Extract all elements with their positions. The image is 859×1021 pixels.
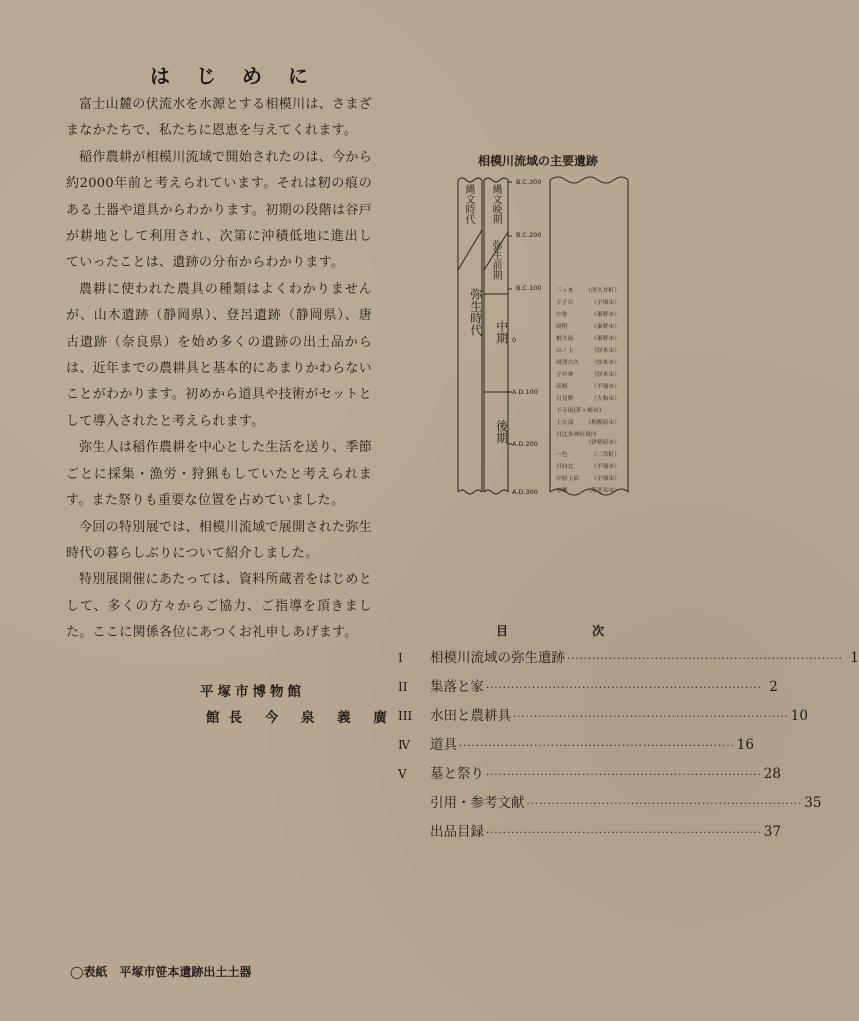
site-entry: 日向北 （平塚市） (556, 464, 620, 470)
tick-label: B.C.100 (516, 284, 542, 292)
table-of-contents (398, 646, 859, 849)
site-entry: 山ノ上 （厚木市） (556, 348, 620, 354)
intro-paragraph: 稲作農耕が相模川流域で開始されたのは、今から約2000年前と考えられています。それは籾の痕のある土器や道具からわかります。初期の段階は谷戸が耕地として利用され、次第に沖積低地に進出していったことは、遺跡の分布からわかります。 (66, 149, 372, 271)
tick-label: A.D.100 (512, 388, 538, 396)
site-entry: 一色 （二宮町） (556, 452, 620, 458)
site-entry: 月見野 （大和市） (556, 396, 620, 402)
intro-text (66, 92, 372, 647)
site-entry: 本郷 （海老名市） (556, 488, 620, 494)
toc-page: 37 (763, 824, 781, 840)
toc-title: 引用・参考文献 (430, 795, 525, 811)
toc-page: 2 (769, 679, 778, 695)
intro-paragraph: 農耕に使われた農具の種類はよくわかりませんが、山木遺跡（静岡県）、登呂遺跡（静岡県）、唐古遺跡（奈良県）を始め多くの遺跡の出土品からは、近年までの農耕具と基本的にあまりかわらないことがわかります。初めから道具や技術がセットとして導入されたと考えられます。 (66, 281, 372, 429)
site-entry: （伊勢原市） (585, 440, 620, 446)
toc-number: V (398, 767, 407, 781)
tick-label: B.C.300 (516, 178, 542, 186)
sub-yayoi-late: 後期 (494, 420, 509, 444)
toc-item (398, 733, 754, 762)
toc-number: I (398, 651, 403, 665)
museum-name: 平塚市博物館 (200, 684, 305, 700)
toc-page: 10 (790, 708, 808, 724)
toc-number: II (398, 680, 408, 694)
toc-title: 水田と農耕具 (430, 708, 511, 724)
toc-page: 1 (850, 650, 859, 666)
sub-jomon-late: 縄文晩期 (490, 184, 501, 224)
page-title: はじめに (150, 64, 334, 88)
intro-paragraph: 富士山麓の伏流水を水源とする相模川は、さまざまなかたちで、私たちに恩恵を与えてくれます。 (66, 97, 372, 139)
toc-number: III (398, 709, 413, 723)
sub-yayoi-early: 弥生前期 (490, 240, 501, 280)
site-entry: 中弥 （秦野市） (556, 312, 620, 318)
toc-number: Ⅳ (398, 738, 410, 752)
tick-label: A.D.200 (512, 440, 538, 448)
toc-leader: ·································································· (486, 828, 762, 839)
toc-page: 35 (804, 795, 822, 811)
toc-item (398, 675, 778, 704)
period-jomon: 縄文時代 (463, 184, 474, 224)
tick-label: A.D.300 (512, 488, 538, 496)
toc-leader: ·································································· (513, 712, 789, 723)
intro-paragraph: 今回の特別展では、相模川流域で展開された弥生時代の暮らしぶりについて紹介しました。 (66, 519, 372, 561)
toc-title: 相模川流域の弥生遺跡 (430, 650, 565, 666)
site-entry: 子の神 （厚木市） (556, 372, 620, 378)
chart-title: 相模川流域の主要遺跡 (478, 154, 599, 168)
site-entry: 下寺尾(茅ヶ崎市) (556, 408, 602, 414)
timeline-chart (454, 170, 634, 500)
toc-leader: ·································································· (459, 741, 735, 752)
toc-leader: ·································································· (486, 683, 762, 694)
toc-item (398, 704, 808, 733)
site-entry: 中原上宿 （平塚市） (556, 476, 620, 482)
toc-item (398, 820, 781, 849)
site-entry: 王子台 （平塚市） (556, 300, 620, 306)
toc-title: 道具 (430, 737, 457, 753)
intro-paragraph: 特別展開催にあたっては、資料所蔵者をはじめとして、多くの方々からご協力、ご指導を頂きました。ここに関係各位にあつくお礼申しあげます。 (66, 572, 372, 641)
toc-title: 墓と祭り (430, 766, 484, 782)
cover-caption: ◯表紙 平塚市笹本遺跡出土土器 (70, 965, 252, 979)
site-entry: 岡津古久 （厚木市） (556, 360, 620, 366)
toc-heading: 目 次 (496, 624, 645, 638)
tick-label: 0 (512, 336, 517, 344)
director-name: 館長 今 泉 義 廣 (206, 710, 396, 726)
toc-leader: ·································································· (486, 770, 762, 781)
toc-leader: ·································································· (567, 654, 843, 665)
site-entry: 日比多神社境内 (556, 432, 597, 438)
site-entry: 高根 （平塚市） (556, 384, 620, 390)
period-yayoi: 弥生時代 (468, 288, 483, 336)
toc-item (398, 762, 781, 791)
toc-item (398, 791, 822, 820)
toc-title: 出品目録 (430, 824, 484, 840)
toc-item (398, 646, 859, 675)
site-entry: 三ッ木 （津久井町） (556, 288, 620, 294)
intro-paragraph: 弥生人は稲作農耕を中心とした生活を送り、季節ごとに採集・漁労・狩猟もしていたと考えられます。また祭りも重要な位置を占めていました。 (66, 440, 372, 509)
site-entry: 岡明 （秦野市） (556, 324, 620, 330)
sub-yayoi-middle: 中期 (494, 320, 509, 344)
toc-leader: ·································································· (526, 799, 803, 810)
site-entry: 根久島 （秦野市） (556, 336, 620, 342)
tick-label: B.C.200 (516, 231, 542, 239)
site-entry: 上矢部 （相模原市） (556, 420, 620, 426)
toc-title: 集落と家 (430, 679, 484, 695)
toc-page: 16 (736, 737, 754, 753)
toc-page: 28 (763, 766, 781, 782)
